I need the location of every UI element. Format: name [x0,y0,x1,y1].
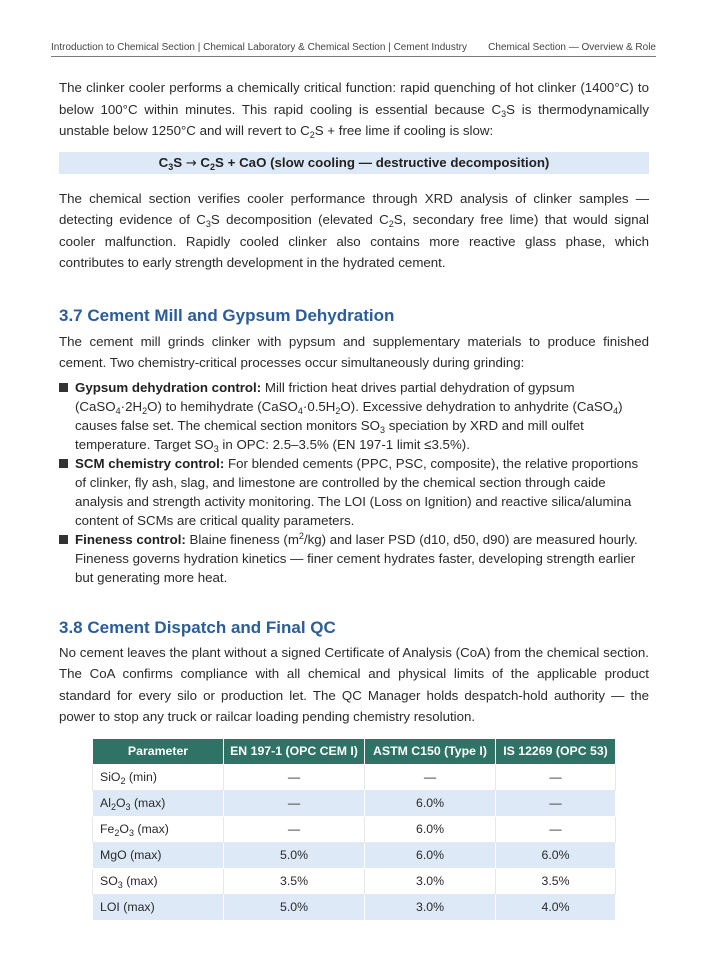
value-cell: 6.0% [365,816,496,842]
bullet-square-icon [59,459,68,468]
table-row [93,816,616,842]
value-cell: — [496,790,616,816]
col-header-is12269: IS 12269 (OPC 53) [496,738,616,764]
value-cell: 3.5% [496,868,616,894]
reaction-arrow: → [185,155,197,171]
value-cell: — [224,764,365,790]
table-header-row [93,738,616,764]
param-cell: LOI (max) [93,894,224,920]
section-3-8-intro: No cement leaves the plant without a signed Certificate of Analysis (CoA) from the chemical section. The CoA confirms compliance with all chemical and physical limits of the applicable product standard for every silo or production let. The QC Manager holds despatch-hold authority — the power to stop any truck or railcar loading pending chemistry resolution. [59,644,649,724]
col-header-astm: ASTM C150 (Type I) [365,738,496,764]
table-row [93,868,616,894]
decomposition-equation: $C_3S \to C_2S$ + CaO (slow cooling — destructive decomposition) [59,152,649,174]
value-cell: 3.0% [365,868,496,894]
value-cell: 5.0% [224,842,365,868]
chemical-limits-table [92,738,616,921]
page-content [59,77,649,921]
bullet-fineness: Fineness control: Blaine fineness $(m^2/kg)$ and laser PSD (d10, d50, d90) are measured hourly. Fineness governs hydration kinetics — finer cement hydrates faster, developing strength earlier but generating more heat. [59,530,649,587]
xrd-paragraph: The chemical section verifies cooler performance through XRD analysis of clinker samples — detecting evidence of $C_3S$ decomposition (elevated $C_2S$, secondary free lime) that would signal cooler malfunction. Rapidly cooled clinker also contains more reactive glass phase, which contributes to early strength development in the hydrated cement. [59,190,650,270]
table-row [93,894,616,920]
value-cell: 3.0% [365,894,496,920]
param-cell: $SO_3$ (max) [93,868,224,894]
col-header-en197: EN 197-1 (OPC CEM I) [224,738,365,764]
value-cell: — [496,816,616,842]
header-right-text: Chemical Section — Overview & Role [488,42,656,53]
param-cell: $Fe_2O_3$ (max) [93,816,224,842]
section-heading-3-8: 3.8 Cement Dispatch and Final QC [59,617,336,637]
value-cell: 6.0% [365,842,496,868]
value-cell: 6.0% [365,790,496,816]
table-row [93,790,616,816]
param-cell: $Al_2O_3$ (max) [93,790,224,816]
bullet-scm: SCM chemistry control: For blended cements (PPC, PSC, composite), the relative proportions of clinker, fly ash, slag, and limestone are controlled by the chemical section through caide analysis and strength activity monitoring. The LOI (Loss on Ignition) and reactive silica/alumina content of SCMs are critical quality parameters. [59,454,649,530]
value-cell: 5.0% [224,894,365,920]
bullet-square-icon [59,535,68,544]
table-row [93,842,616,868]
table-row [93,764,616,790]
header-left-text: Introduction to Chemical Section | Chemical Laboratory & Chemical Section | Cement Industry [51,42,467,53]
running-header [51,40,656,57]
section-heading-3-7: 3.7 Cement Mill and Gypsum Dehydration [59,305,395,325]
value-cell: — [224,790,365,816]
value-cell: 3.5% [224,868,365,894]
cooler-paragraph: The clinker cooler performs a chemically critical function: rapid quenching of hot clinker (1400°C) to below 100°C within minutes. This rapid cooling is essential because $C_3S$ is thermodynamically unstable below 1250°C and will revert to $C_2S$ + free lime if cooling is slow: [59,80,649,140]
value-cell: — [224,816,365,842]
param-cell: SiO$_2$ (min) [93,764,224,790]
section-3-7-intro: The cement mill grinds clinker with pypsum and supplementary materials to produce finished cement. Two chemistry-critical processes occur simultaneously during grinding: [59,333,649,370]
col-header-parameter: Parameter [93,738,224,764]
value-cell: — [365,764,496,790]
bullet-gypsum: Gypsum dehydration control: Mill friction heat drives partial dehydration of gypsum $(CaSO_4\cdot 2H_2O)$ to hemihydrate $(CaSO_4\cdot 0.5H_2O)$. Excessive dehydration to anhydrite (CaSO$_4$) causes false set. The chemical section monitors $SO_3$ speciation by XRD and mill oulfet temperature. Target $SO_3$ in OPC: 2.5–3.5% (EN 197-1 limit ≤3.5%). [59,378,649,454]
value-cell: 6.0% [496,842,616,868]
value-cell: 4.0% [496,894,616,920]
value-cell: — [496,764,616,790]
bullet-square-icon [59,383,68,392]
param-cell: MgO (max) [93,842,224,868]
